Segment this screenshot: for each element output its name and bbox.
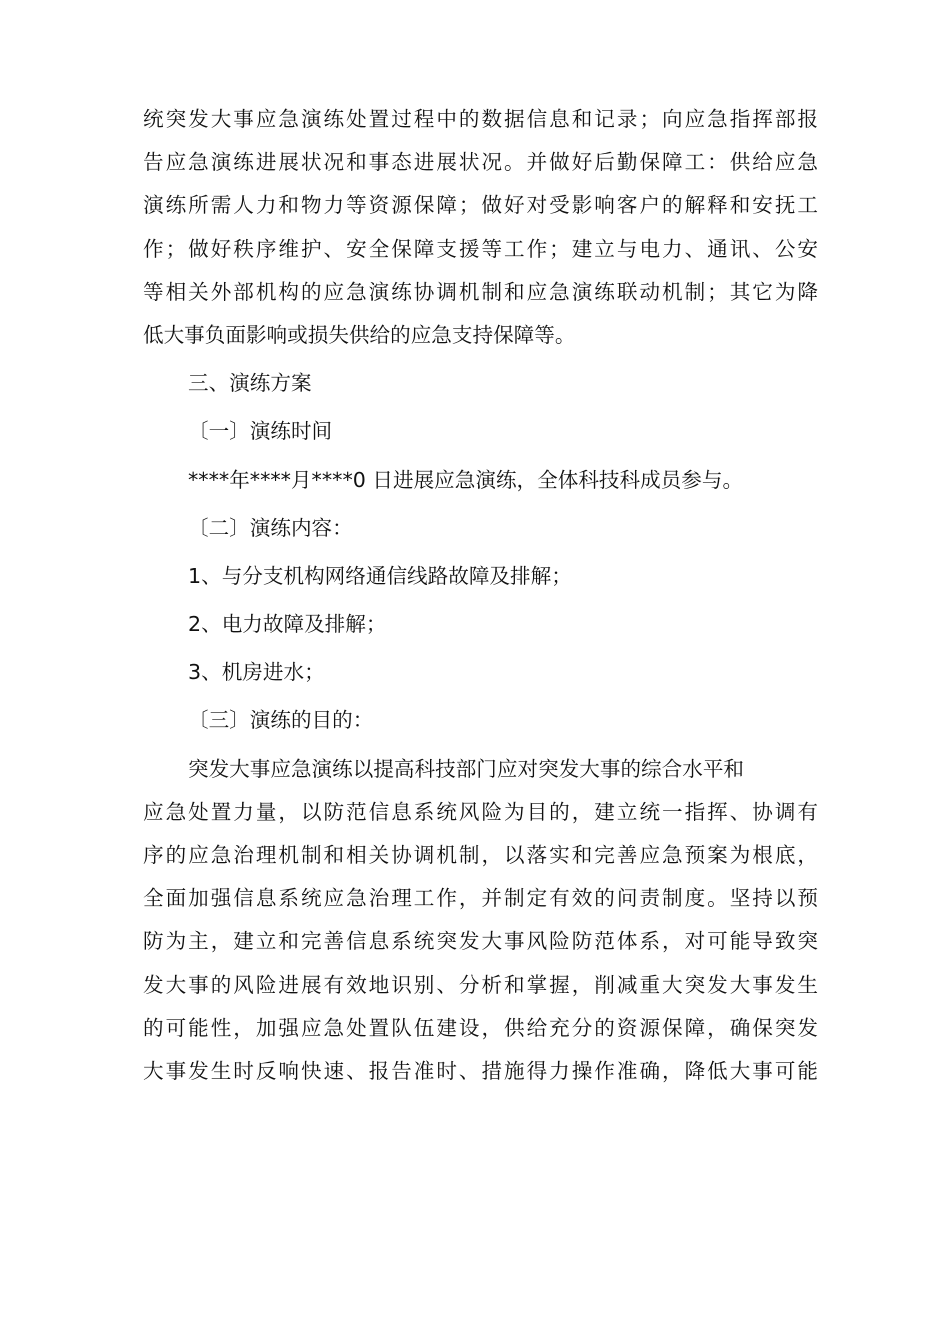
text-line: 作；做好秩序维护、安全保障支援等工作；建立与电力、通讯、公安 — [143, 236, 818, 261]
paragraph-purpose — [143, 748, 818, 1094]
text-line: 演练所需人力和物力等资源保障；做好对受影响客户的解释和安抚工 — [143, 193, 818, 218]
text-line: 大事发生时反响快速、报告准时、措施得力操作准确，降低大事可能 — [143, 1058, 818, 1083]
section-heading: 三、演练方案 — [188, 371, 312, 396]
text-line: 发大事的风险进展有效地识别、分析和掌握，削减重大突发大事发生 — [143, 972, 818, 997]
paragraph-continued — [143, 98, 818, 357]
text-line: 低大事负面影响或损失供给的应急支持保障等。 — [143, 322, 576, 347]
text-line: 统突发大事应急演练处置过程中的数据信息和记录；向应急指挥部报 — [143, 107, 818, 131]
text-line: 序的应急治理机制和相关协调机制，以落实和完善应急预案为根底， — [143, 843, 818, 867]
list-item: 1、与分支机构网络通信线路故障及排解； — [188, 563, 572, 588]
text-line: 的可能性，加强应急处置队伍建设，供给充分的资源保障，确保突发 — [143, 1015, 818, 1040]
list-item: 2、电力故障及排解； — [188, 612, 387, 637]
subsection-heading: 〔一〕演练时间 — [188, 419, 333, 444]
text-line: 应急处置力量，以防范信息系统风险为目的，建立统一指挥、协调有 — [143, 799, 818, 824]
subsection-heading: 〔三〕演练的目的： — [188, 708, 374, 733]
text-line: 告应急演练进展状况和事态进展状况。并做好后勤保障工：供给应急 — [143, 150, 818, 175]
text-line: 等相关外部机构的应急演练协调机制和应急演练联动机制；其它为降 — [143, 279, 818, 304]
text-line: 全面加强信息系统应急治理工作，并制定有效的问责制度。坚持以预 — [143, 886, 818, 911]
list-item: 3、机房进水； — [188, 660, 325, 685]
drill-time-text: ****年****月****0 日进展应急演练，全体科技科成员参与。 — [188, 467, 744, 492]
subsection-heading: 〔二〕演练内容： — [188, 515, 353, 540]
document-body — [143, 98, 818, 1093]
text-line: 防为主，建立和完善信息系统突发大事风险防范体系，对可能导致突 — [143, 929, 818, 954]
text-line: 突发大事应急演练以提高科技部门应对突发大事的综合水平和 — [188, 756, 745, 781]
